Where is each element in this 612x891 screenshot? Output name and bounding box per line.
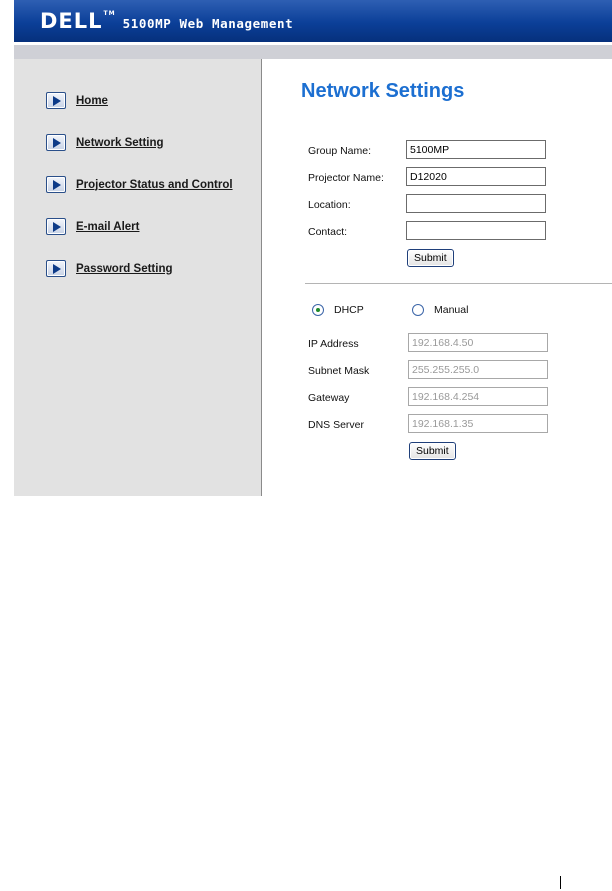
manual-radio-option[interactable] xyxy=(412,304,468,316)
sidebar-item-email-alert[interactable] xyxy=(46,218,139,235)
contact-label: Contact: xyxy=(308,226,348,238)
gateway-label: Gateway xyxy=(308,392,350,404)
sidebar-item-label: Projector Status and Control xyxy=(76,178,233,191)
sidebar-item-password-setting[interactable] xyxy=(46,260,173,277)
location-label: Location: xyxy=(308,199,351,211)
arrow-right-icon xyxy=(46,260,66,277)
sidebar-item-label: Home xyxy=(76,94,108,107)
page-footer-rule xyxy=(560,876,561,889)
contact-input[interactable] xyxy=(406,221,546,240)
dns-server-label: DNS Server xyxy=(308,419,365,431)
sidebar-item-label: E-mail Alert xyxy=(76,220,140,233)
dell-logo-text: DELL xyxy=(40,8,103,33)
group-name-label: Group Name: xyxy=(308,145,372,157)
arrow-right-icon xyxy=(46,92,66,109)
section-divider xyxy=(305,283,612,284)
page-title: Network Settings xyxy=(301,80,465,102)
manual-label: Manual xyxy=(434,304,469,316)
manual-radio[interactable] xyxy=(412,304,424,316)
app-header xyxy=(14,0,612,42)
arrow-right-icon xyxy=(46,134,66,151)
sidebar xyxy=(14,59,262,496)
projector-name-label: Projector Name: xyxy=(308,172,384,184)
group-name-input[interactable] xyxy=(406,140,546,159)
subnet-mask-input[interactable] xyxy=(408,360,548,379)
group-submit-button[interactable]: Submit xyxy=(407,249,454,267)
dhcp-label: DHCP xyxy=(334,304,364,316)
app-title: 5100MP Web Management xyxy=(122,15,294,31)
subnet-mask-label: Subnet Mask xyxy=(308,365,370,377)
dell-logo xyxy=(40,8,116,33)
sidebar-item-home[interactable] xyxy=(46,92,108,109)
ip-address-input[interactable] xyxy=(408,333,548,352)
projector-name-input[interactable] xyxy=(406,167,546,186)
ip-submit-button[interactable]: Submit xyxy=(409,442,456,460)
arrow-right-icon xyxy=(46,218,66,235)
sidebar-item-projector-status[interactable] xyxy=(46,176,233,193)
location-input[interactable] xyxy=(406,194,546,213)
main-content xyxy=(263,59,612,496)
gateway-input[interactable] xyxy=(408,387,548,406)
header-subbar xyxy=(14,45,612,59)
sidebar-item-label: Password Setting xyxy=(76,262,173,275)
ip-address-label: IP Address xyxy=(308,338,359,350)
dns-server-input[interactable] xyxy=(408,414,548,433)
arrow-right-icon xyxy=(46,176,66,193)
sidebar-item-network-setting[interactable] xyxy=(46,134,164,151)
sidebar-item-label: Network Setting xyxy=(76,136,164,149)
trademark-mark: TM xyxy=(103,9,116,17)
dhcp-radio-option[interactable] xyxy=(312,304,364,316)
dhcp-radio[interactable] xyxy=(312,304,324,316)
